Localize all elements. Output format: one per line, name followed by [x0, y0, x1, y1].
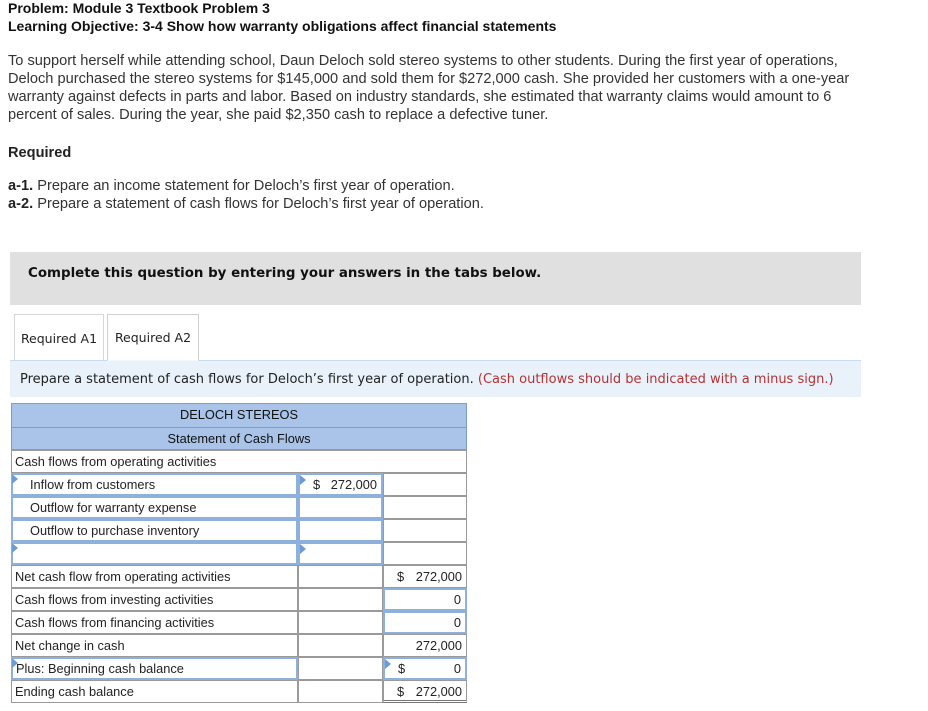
amount-cell	[298, 565, 383, 588]
company-name: DELOCH STEREOS	[11, 403, 467, 427]
amount-input[interactable]	[298, 473, 383, 496]
complete-instruction-box	[10, 252, 861, 305]
table-row	[11, 657, 467, 680]
table-row	[11, 473, 467, 496]
dropdown-flag-icon	[385, 659, 391, 669]
currency-symbol: $	[313, 477, 321, 492]
table-row	[11, 611, 467, 634]
dropdown-flag-icon	[300, 475, 306, 485]
total-value: 272,000	[415, 638, 462, 653]
tab-required-a2[interactable]: Required A2	[107, 314, 199, 361]
dropdown-flag-icon	[12, 474, 18, 484]
table-row	[11, 680, 467, 703]
problem-description	[8, 52, 920, 124]
total-value: 0	[453, 661, 461, 676]
row-label-input[interactable]: Plus: Beginning cash balance	[11, 657, 298, 680]
currency-symbol: $	[397, 684, 405, 699]
requirement-label: a-1.	[8, 178, 34, 194]
total-cell	[383, 634, 467, 657]
paragraph-line: To support herself while attending school, Daun Deloch sold stereo systems to other students. During the first year of operations,	[8, 53, 838, 69]
amount-value: 272,000	[330, 477, 377, 492]
instruction-main: Prepare a statement of cash flows for Deloch’s first year of operation.	[20, 372, 474, 387]
requirement-text: Prepare a statement of cash flows for Deloch’s first year of operation.	[37, 196, 484, 212]
complete-instruction: Complete this question by entering your answers in the tabs below.	[28, 266, 542, 281]
paragraph-line: percent of sales. During the year, she paid $2,350 cash to replace a defective tuner.	[8, 107, 549, 123]
problem-title: Problem: Module 3 Textbook Problem 3	[8, 0, 270, 16]
table-row	[11, 565, 467, 588]
amount-input[interactable]	[298, 519, 383, 542]
amount-cell	[298, 680, 383, 703]
row-label-input[interactable]	[11, 542, 298, 565]
total-cell	[383, 496, 467, 519]
currency-symbol: $	[398, 661, 406, 676]
row-label: Cash flows from investing activities	[11, 588, 298, 611]
tab-required-a1[interactable]: Required A1	[14, 314, 104, 361]
instruction-note: (Cash outflows should be indicated with a minus sign.)	[477, 372, 834, 387]
instruction-bar	[10, 360, 861, 397]
row-label-input[interactable]: Outflow to purchase inventory	[11, 519, 298, 542]
requirement-label: a-2.	[8, 196, 34, 212]
row-label-input[interactable]: Outflow for warranty expense	[11, 496, 298, 519]
dropdown-flag-icon	[300, 544, 306, 554]
amount-cell	[298, 634, 383, 657]
row-label: Cash flows from financing activities	[11, 611, 298, 634]
amount-cell	[298, 588, 383, 611]
total-cell	[383, 680, 467, 703]
total-cell	[383, 542, 467, 565]
paragraph-line: warranty against defects in parts and labor. Based on industry standards, she estimated that warranty claims would amount to 6	[8, 89, 832, 105]
row-label: Net change in cash	[11, 634, 298, 657]
requirement-a1	[8, 178, 455, 194]
total-value: 0	[453, 592, 461, 607]
total-input[interactable]	[383, 657, 467, 680]
amount-cell	[298, 611, 383, 634]
instruction-text	[20, 372, 834, 387]
requirement-text: Prepare an income statement for Deloch’s first year of operation.	[37, 178, 455, 194]
table-row	[11, 496, 467, 519]
currency-symbol: $	[397, 569, 405, 584]
row-label: Ending cash balance	[11, 680, 298, 703]
table-row	[11, 519, 467, 542]
table-row	[11, 588, 467, 611]
total-input[interactable]	[383, 588, 467, 611]
table-row	[11, 542, 467, 565]
amount-cell	[298, 657, 383, 680]
requirement-a2	[8, 196, 484, 212]
statement-title: Statement of Cash Flows	[11, 427, 467, 450]
table-row	[11, 634, 467, 657]
dropdown-flag-icon	[12, 543, 18, 553]
total-input[interactable]	[383, 611, 467, 634]
dropdown-flag-icon	[12, 658, 18, 668]
total-value: 0	[453, 615, 461, 630]
total-value: 272,000	[415, 569, 462, 584]
amount-input[interactable]	[298, 542, 383, 565]
total-cell	[383, 565, 467, 588]
table-row	[11, 450, 467, 473]
paragraph-line: Deloch purchased the stereo systems for $145,000 and sold them for $272,000 cash. She provided her customers with a one-year	[8, 71, 850, 87]
row-label-input[interactable]: Inflow from customers	[11, 473, 298, 496]
total-cell	[383, 519, 467, 542]
total-value: 272,000	[415, 684, 462, 699]
row-label: Net cash flow from operating activities	[11, 565, 298, 588]
amount-input[interactable]	[298, 496, 383, 519]
learning-objective: Learning Objective: 3-4 Show how warranty obligations affect financial statements	[8, 18, 557, 34]
required-heading: Required	[8, 145, 72, 161]
row-label: Cash flows from operating activities	[11, 450, 467, 473]
total-cell	[383, 473, 467, 496]
